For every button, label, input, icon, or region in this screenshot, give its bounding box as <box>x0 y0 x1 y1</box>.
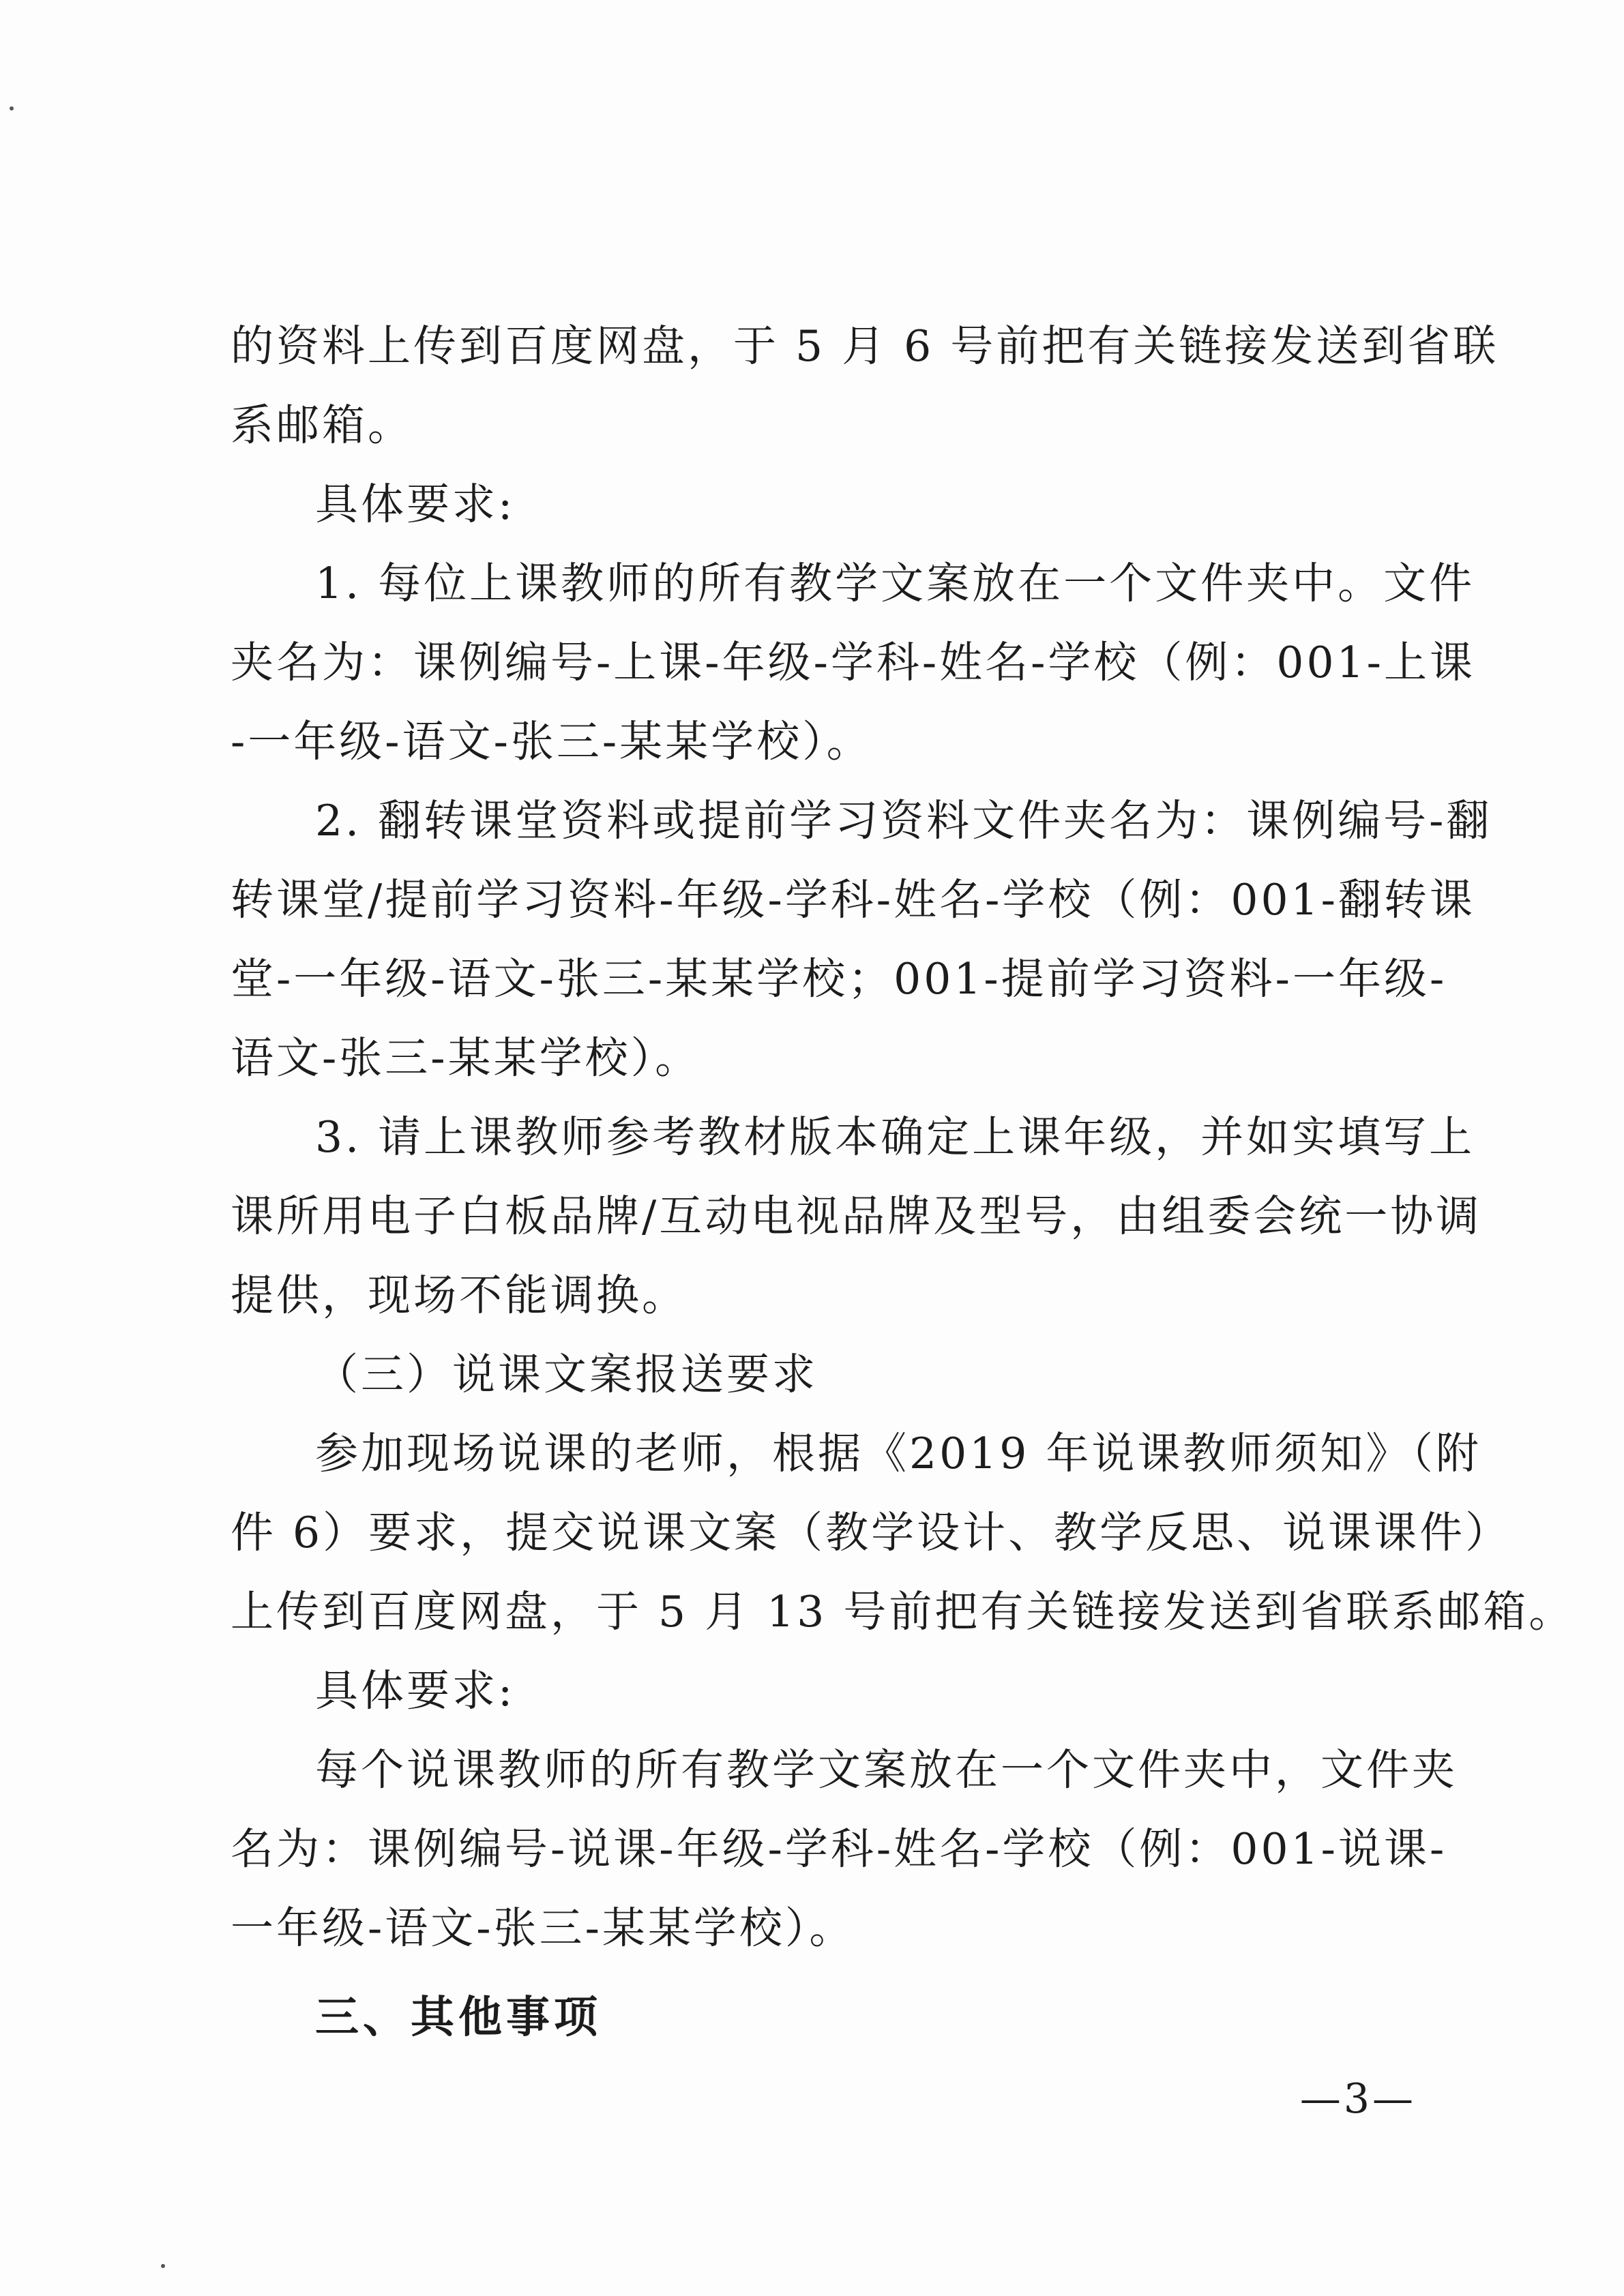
body-line: 语文-张三-某某学校）。 <box>231 1033 701 1083</box>
body-line: 具体要求: <box>315 479 516 529</box>
scan-speck <box>161 2264 165 2268</box>
body-line: 每个说课教师的所有教学文案放在一个文件夹中，文件夹 <box>315 1745 1458 1795</box>
body-line: 堂-一年级-语文-张三-某某学校；001-提前学习资料-一年级- <box>231 954 1447 1004</box>
body-line: 系邮箱。 <box>231 400 413 450</box>
body-line: 参加现场说课的老师，根据《2019 年说课教师须知》（附 <box>315 1429 1481 1478</box>
body-line: 名为：课例编号-说课-年级-学科-姓名-学校（例：001-说课- <box>231 1824 1447 1874</box>
body-line: 的资料上传到百度网盘，于 5 月 6 号前把有关链接发送到省联 <box>231 321 1499 371</box>
body-line: 上传到百度网盘，于 5 月 13 号前把有关链接发送到省联系邮箱。 <box>231 1587 1575 1637</box>
body-line: 夹名为：课例编号-上课-年级-学科-姓名-学校（例：001-上课 <box>231 638 1475 687</box>
subsection-heading: （三）说课文案报送要求 <box>315 1350 818 1399</box>
body-line: 1. 每位上课教师的所有教学文案放在一个文件夹中。文件 <box>315 558 1475 608</box>
body-line: 件 6）要求，提交说课文案（教学设计、教学反思、说课课件） <box>231 1508 1511 1557</box>
body-line: 具体要求: <box>315 1666 516 1716</box>
body-line: 转课堂/提前学习资料-年级-学科-姓名-学校（例：001-翻转课 <box>231 875 1475 925</box>
body-line: 一年级-语文-张三-某某学校）。 <box>231 1903 855 1953</box>
body-line: 课所用电子白板品牌/互动电视品牌及型号，由组委会统一协调 <box>231 1191 1482 1241</box>
body-line: 2. 翻转课堂资料或提前学习资料文件夹名为：课例编号-翻 <box>315 796 1492 846</box>
body-line: 提供，现场不能调换。 <box>231 1270 688 1320</box>
document-body <box>231 307 1575 2062</box>
section-heading: 三、其他事项 <box>315 1993 602 2043</box>
page-number: —3— <box>1299 2075 1416 2123</box>
body-line: -一年级-语文-张三-某某学校）。 <box>231 717 872 766</box>
scan-speck <box>10 106 14 110</box>
body-line: 3. 请上课教师参考教材版本确定上课年级，并如实填写上 <box>315 1112 1475 1162</box>
